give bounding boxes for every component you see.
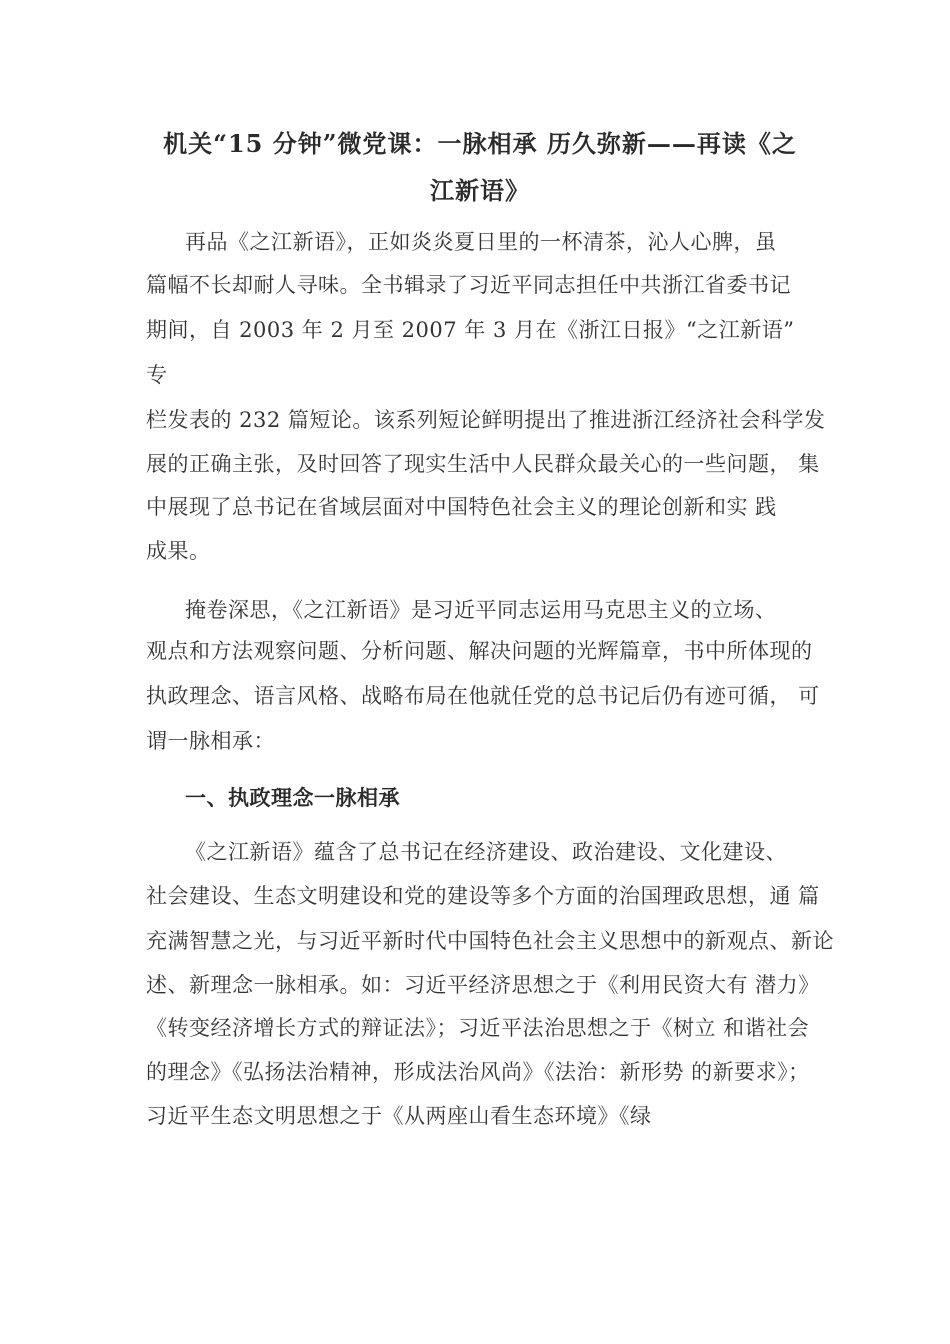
paragraph-1-line: 栏发表的 232 篇短论。该系列短论鲜明提出了推进浙江经济社会科学发 xyxy=(146,408,826,432)
document-title-line-1: 机关“15 分钟”微党课：一脉相承 历久弥新——再读《之 xyxy=(163,129,797,158)
paragraph-1-line: 期间，自 2003 年 2 月至 2007 年 3 月在《浙江日报》“之江新语” xyxy=(146,318,795,342)
paragraph-1-line: 专 xyxy=(146,363,168,387)
paragraph-1-line: 中展现了总书记在省域层面对中国特色社会主义的理论创新和实 践 xyxy=(146,495,777,519)
paragraph-3-line: 社会建设、生态文明建设和党的建设等多个方面的治国理政思想，通 篇 xyxy=(146,884,820,908)
paragraph-1-line: 成果。 xyxy=(146,539,211,563)
paragraph-2-line: 执政理念、语言风格、战略布局在他就任党的总书记后仍有迹可循， 可 xyxy=(146,684,820,708)
document-title-line-2: 江新语》 xyxy=(430,176,530,205)
paragraph-2-line: 观点和方法观察问题、分析问题、解决问题的光辉篇章，书中所体现的 xyxy=(146,639,813,663)
paragraph-1-line: 展的正确主张，及时回答了现实生活中人民群众最关心的一些问题， 集 xyxy=(146,452,820,476)
paragraph-3-line: 习近平生态文明思想之于《从两座山看生态环境》《绿 xyxy=(146,1104,652,1128)
paragraph-1-line: 篇幅不长却耐人寻味。全书辑录了习近平同志担任中共浙江省委书记 xyxy=(146,273,791,297)
paragraph-2-line: 谓一脉相承： xyxy=(146,729,275,753)
paragraph-3-line: 《转变经济增长方式的辩证法》；习近平法治思想之于《树立 和谐社会 xyxy=(146,1016,810,1040)
section-heading: 一、执政理念一脉相承 xyxy=(185,785,400,810)
paragraph-2-line: 掩卷深思，《之江新语》是习近平同志运用马克思主义的立场、 xyxy=(185,598,777,622)
paragraph-3-line: 充满智慧之光，与习近平新时代中国特色社会主义思想中的新观点、新论 xyxy=(146,929,834,953)
paragraph-1-line: 再品《之江新语》，正如炎炎夏日里的一杯清茶，沁人心脾，虽 xyxy=(185,230,777,254)
paragraph-3-line: 述、新理念一脉相承。如：习近平经济思想之于《利用民资大有 潜力》 xyxy=(146,973,820,997)
paragraph-3-line: 的理念》《弘扬法治精神，形成法治风尚》《法治：新形势 的新要求》； xyxy=(146,1060,810,1084)
paragraph-3-line: 《之江新语》蕴含了总书记在经济建设、政治建设、文化建设、 xyxy=(185,840,787,864)
